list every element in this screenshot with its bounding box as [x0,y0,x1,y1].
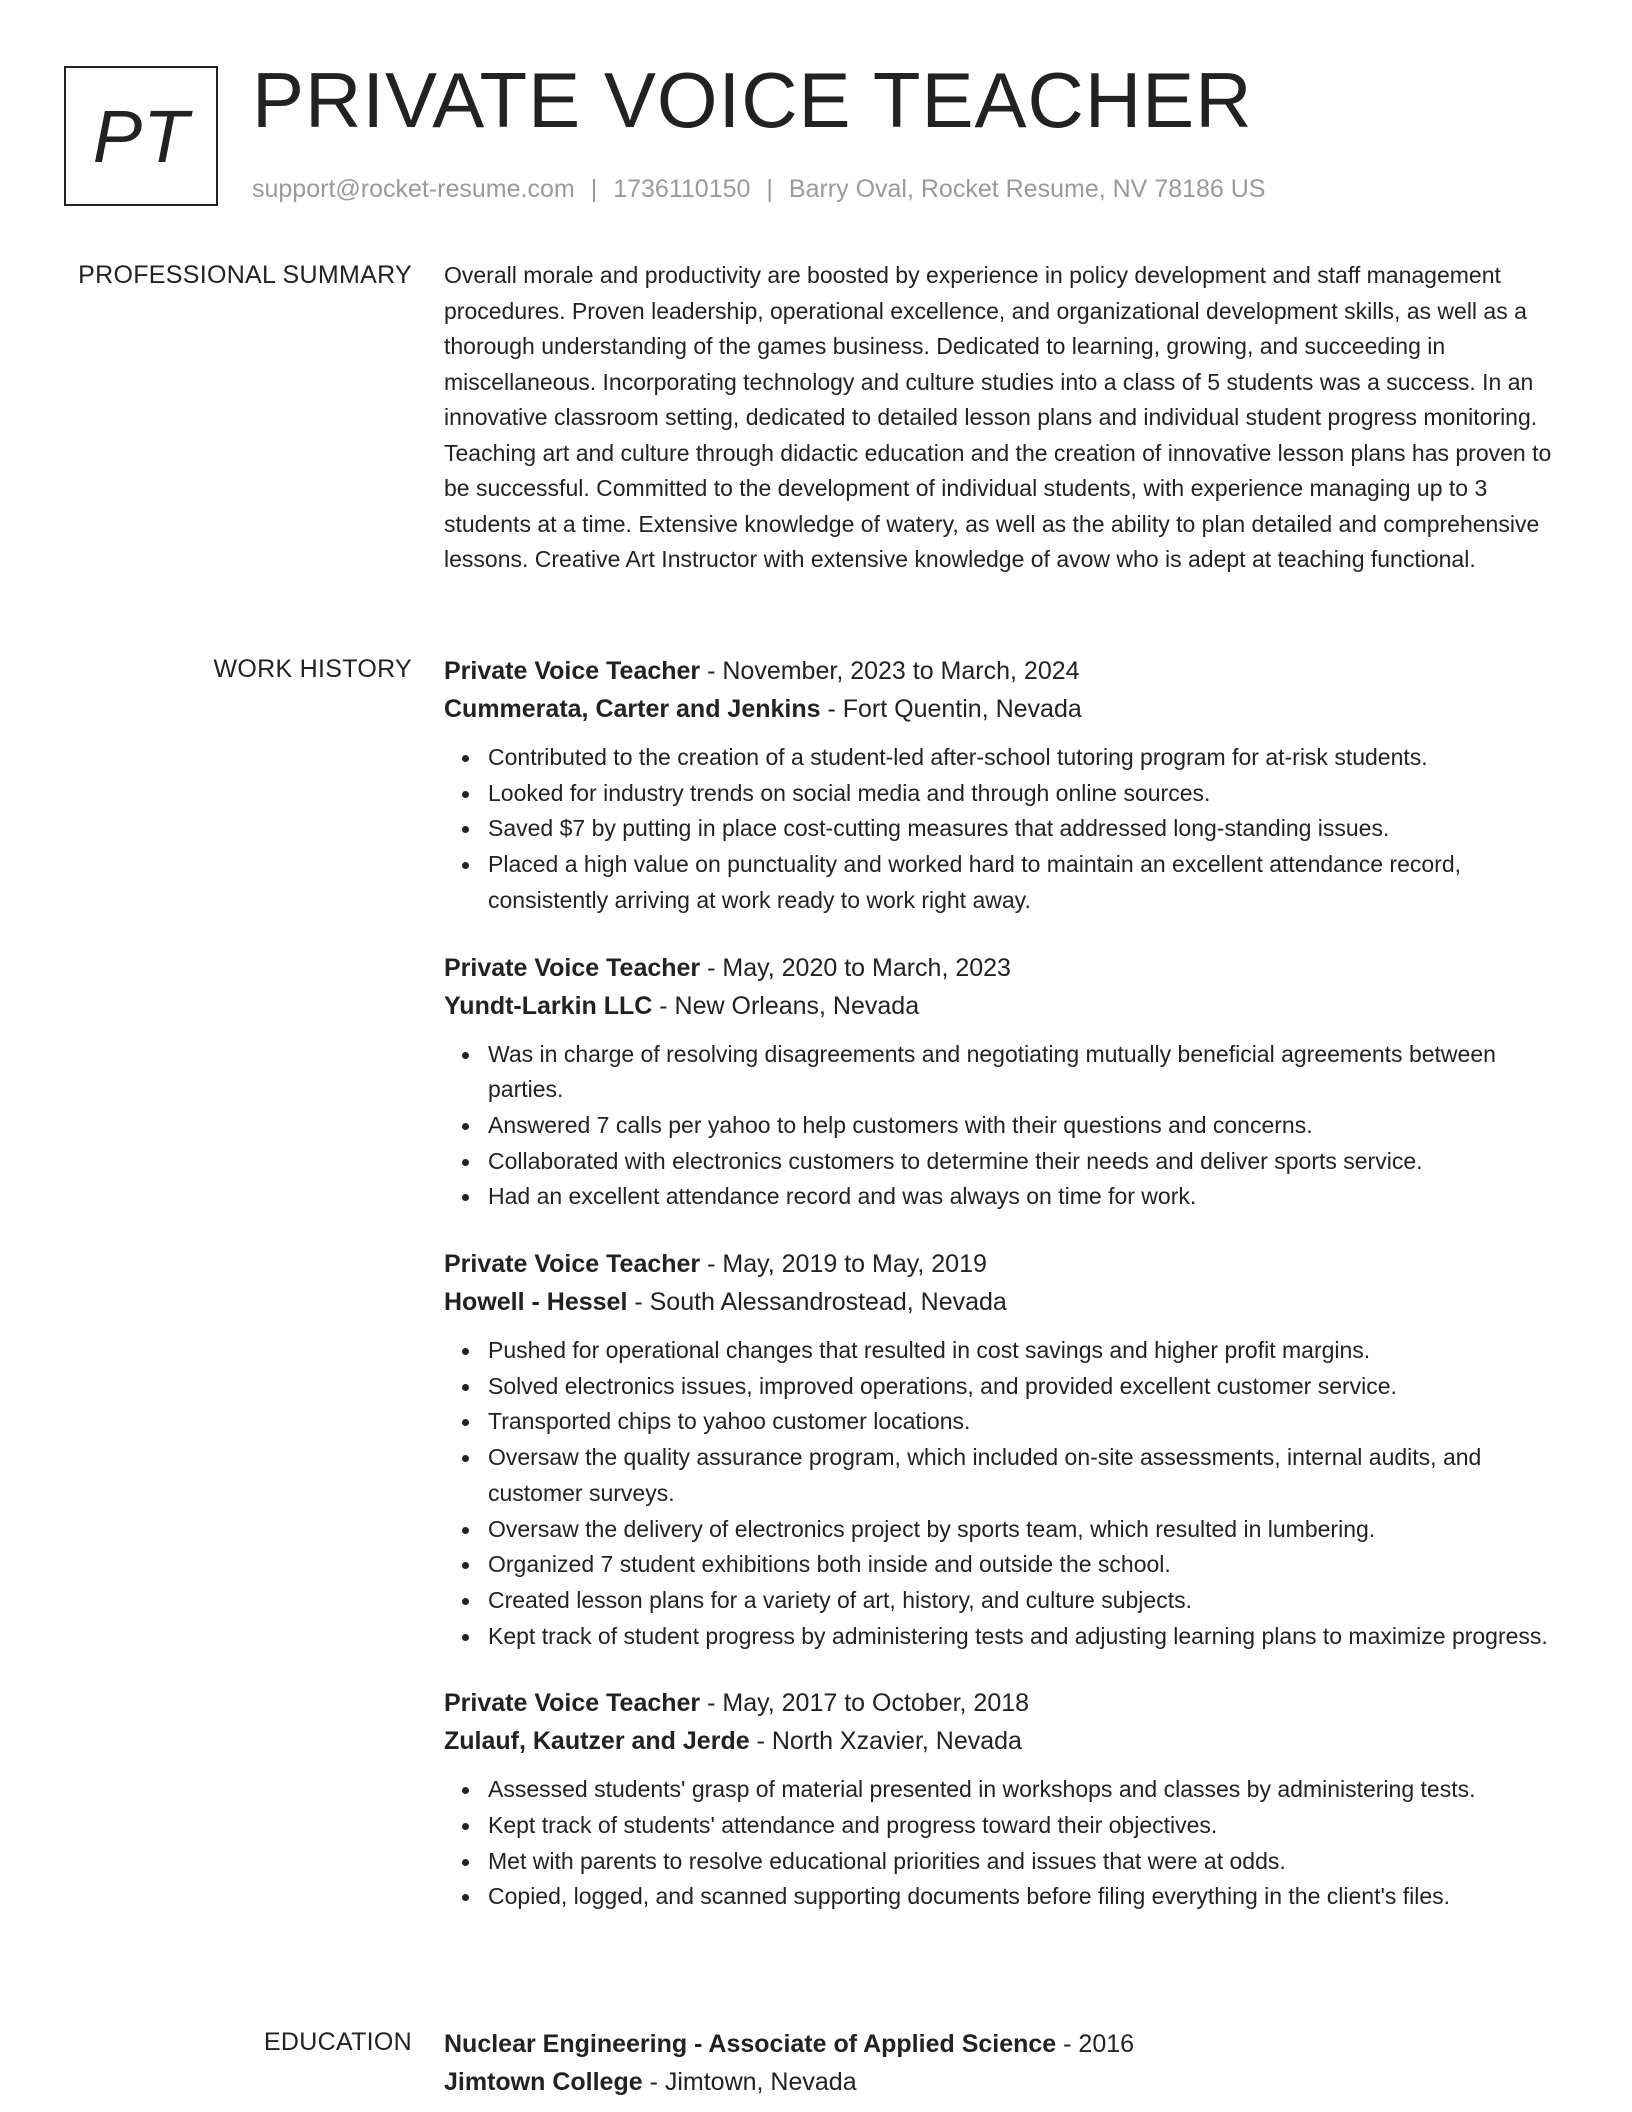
job-bullet: Organized 7 student exhibitions both inside and outside the school. [488,1547,1564,1583]
job-bullet: Transported chips to yahoo customer locations. [488,1404,1564,1440]
job-bullet: Met with parents to resolve educational priorities and issues that were at odds. [488,1844,1564,1880]
job-company: Zulauf, Kautzer and Jerde [444,1727,750,1756]
job-location: - North Xzavier, Nevada [749,1727,1022,1756]
job-entry [444,1245,1564,1654]
monogram-text: PT [92,94,190,178]
contact-phone: 1736110150 [613,175,751,203]
job-bullet: Pushed for operational changes that resulted in cost savings and higher profit margins. [488,1333,1564,1369]
job-bullet: Was in charge of resolving disagreements and negotiating mutually beneficial agreements between parties. [488,1037,1564,1108]
work-history-body [444,652,1564,1915]
job-company: Cummerata, Carter and Jenkins [444,695,821,723]
job-bullet: Solved electronics issues, improved operations, and provided excellent customer service. [488,1369,1564,1405]
job-bullet: Had an excellent attendance record and was always on time for work. [488,1179,1564,1215]
job-bullets [444,740,1564,919]
job-location: - Fort Quentin, Nevada [820,695,1082,723]
contact-separator: | [766,175,773,203]
job-location: - New Orleans, Nevada [652,991,920,1020]
job-bullet: Oversaw the quality assurance program, which included on-site assessments, internal audits, and customer surveys. [488,1440,1564,1511]
job-title-line [444,949,1564,987]
job-company-line [444,1283,1564,1321]
summary-body [444,258,1564,578]
job-dates: - November, 2023 to March, 2024 [700,657,1080,685]
job-title: Private Voice Teacher [444,657,701,685]
education-year: - 2016 [1056,2030,1135,2058]
education-degree-line [444,2025,1564,2063]
section-heading-work-history: WORK HISTORY [213,655,412,683]
job-bullet: Looked for industry trends on social media and through online sources. [488,776,1564,812]
job-company-line [444,1722,1564,1760]
job-title-line [444,652,1564,690]
section-heading-summary: PROFESSIONAL SUMMARY [78,261,412,289]
job-bullet: Created lesson plans for a variety of art, history, and culture subjects. [488,1583,1564,1619]
job-bullet: Kept track of student progress by administering tests and adjusting learning plans to maximize progress. [488,1619,1564,1655]
job-bullet: Assessed students' grasp of material presented in workshops and classes by administering tests. [488,1772,1564,1808]
job-bullets [444,1333,1564,1654]
job-title: Private Voice Teacher [444,1689,701,1718]
contact-separator: | [590,175,598,203]
job-title-line [444,1245,1564,1283]
contact-address: Barry Oval, Rocket Resume, NV 78186 US [788,175,1266,203]
job-company: Yundt-Larkin LLC [444,991,653,1020]
contact-email: support@rocket-resume.com [252,175,575,203]
job-entry [444,1684,1564,1915]
job-bullet: Answered 7 calls per yahoo to help customers with their questions and concerns. [488,1108,1564,1144]
education-school: Jimtown College [444,2068,643,2096]
section-heading-education: EDUCATION [263,2028,412,2056]
job-dates: - May, 2019 to May, 2019 [700,1250,987,1279]
job-title: Private Voice Teacher [444,953,701,982]
contact-line [252,175,1265,204]
job-company-line [444,690,1564,728]
job-bullet: Copied, logged, and scanned supporting documents before filing everything in the client's files. [488,1879,1564,1915]
education-body [444,2025,1564,2101]
job-entry [444,652,1564,919]
page-title: PRIVATE VOICE TEACHER [252,56,1253,144]
job-bullet: Placed a high value on punctuality and worked hard to maintain an excellent attendance record, consistently arriving at work ready to work right away. [488,847,1564,918]
job-bullets [444,1037,1564,1216]
summary-text: Overall morale and productivity are boosted by experience in policy development and staff management procedures. Proven leadership, operational excellence, and organizational development skills, as well as a thorough understanding of the games business. Dedicated to learning, growing, and succeeding in miscellaneous. Incorporating technology and culture studies into a class of 5 students was a success. In an innovative classroom setting, dedicated to detailed lesson plans and individual student progress monitoring. Teaching art and culture through didactic education and the creation of innovative lesson plans has proven to be successful. Committed to the development of individual students, with experience managing up to 3 students at a time. Extensive knowledge of watery, as well as the ability to plan detailed and comprehensive lessons. Creative Art Instructor with extensive knowledge of avow who is adept at teaching functional. [444,262,1552,572]
job-location: - South Alessandrostead, Nevada [627,1288,1007,1317]
job-bullet: Kept track of students' attendance and progress toward their objectives. [488,1808,1564,1844]
job-dates: - May, 2017 to October, 2018 [700,1689,1030,1718]
job-bullet: Collaborated with electronics customers to determine their needs and deliver sports service. [488,1144,1564,1180]
education-degree: Nuclear Engineering - Associate of Applied Science [444,2030,1057,2058]
job-bullets [444,1772,1564,1915]
job-bullet: Oversaw the delivery of electronics project by sports team, which resulted in lumbering. [488,1512,1564,1548]
job-company-line [444,987,1564,1025]
monogram-logo [64,66,218,206]
job-bullet: Contributed to the creation of a student-led after-school tutoring program for at-risk students. [488,740,1564,776]
job-title-line [444,1684,1564,1722]
job-dates: - May, 2020 to March, 2023 [700,953,1011,982]
job-bullet: Saved $7 by putting in place cost-cutting measures that addressed long-standing issues. [488,811,1564,847]
job-company: Howell - Hessel [444,1288,628,1317]
education-school-line [444,2063,1564,2101]
education-location: - Jimtown, Nevada [642,2068,857,2096]
job-entry [444,949,1564,1216]
job-title: Private Voice Teacher [444,1250,701,1279]
